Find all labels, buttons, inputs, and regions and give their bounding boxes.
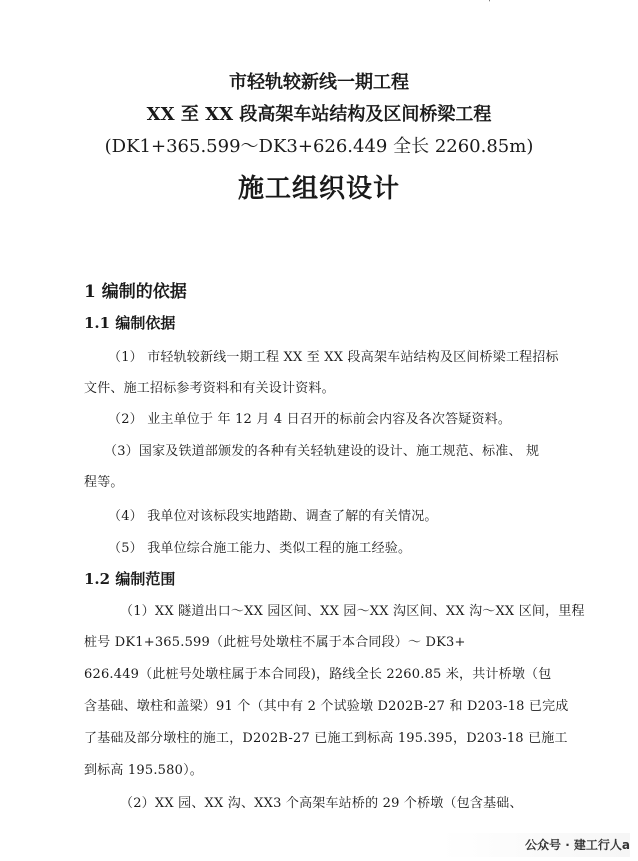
basis-item-3-line2: 程等。 bbox=[84, 475, 124, 490]
basis-item-3-line1: （3）国家及铁道部颁发的各种有关轻轨建设的设计、施工规范、标准、 规 bbox=[104, 444, 540, 459]
title-project: 市轻轨较新线一期工程 bbox=[229, 72, 409, 93]
basis-item-1-line2: 文件、施工招标参考资料和有关设计资料。 bbox=[84, 381, 335, 396]
section-heading-1: 1 编制的依据 bbox=[84, 282, 187, 302]
scope-item-1-line5: 了基础及部分墩柱的施工，D202B-27 已施工到标高 195.395，D203-18 已施工 bbox=[84, 731, 568, 746]
scope-item-2-line1: （2）XX 园、XX 沟、XX3 个高架车站桥的 29 个桥墩（包含基础、 bbox=[120, 796, 523, 811]
scope-item-1-line2: 桩号 DK1+365.599（此桩号处墩柱不属于本合同段）～ DK3+ bbox=[84, 635, 466, 650]
basis-item-5: （5） 我单位综合施工能力、类似工程的施工经验。 bbox=[108, 541, 412, 556]
section-heading-1-2: 1.2 编制范围 bbox=[84, 570, 176, 588]
scope-item-1-line1: （1）XX 隧道出口～XX 园区间、XX 园～XX 沟区间、XX 沟～XX 区间，里程 bbox=[120, 604, 585, 619]
basis-item-4: （4） 我单位对该标段实地踏勘、调查了解的有关情况。 bbox=[108, 509, 438, 524]
basis-item-1-line1: （1） 市轻轨较新线一期工程 XX 至 XX 段高架车站结构及区间桥梁工程招标 bbox=[108, 350, 559, 365]
title-section: XX 至 XX 段高架车站结构及区间桥梁工程 bbox=[146, 104, 492, 125]
top-mark: ' bbox=[488, 0, 491, 9]
watermark-text: 公众号 ∙ 建工行人a bbox=[524, 838, 630, 852]
basis-item-2: （2） 业主单位于 年 12 月 4 日召开的标前会内容及各次答疑资料。 bbox=[108, 412, 512, 427]
scope-item-1-line6: 到标高 195.580）。 bbox=[84, 763, 203, 778]
section-heading-1-1: 1.1 编制依据 bbox=[84, 314, 176, 332]
title-chainage: (DK1+365.599～DK3+626.449 全长 2260.85m) bbox=[104, 136, 534, 157]
scope-item-1-line3: 626.449（此桩号处墩柱属于本合同段)，路线全长 2260.85 米，共计桥墩（包 bbox=[84, 667, 552, 682]
page-title: 施工组织设计 bbox=[237, 174, 400, 204]
watermark bbox=[0, 833, 630, 857]
scope-item-1-line4: 含基础、墩柱和盖梁）91 个（其中有 2 个试验墩 D202B-27 和 D203-18 已完成 bbox=[84, 699, 569, 714]
